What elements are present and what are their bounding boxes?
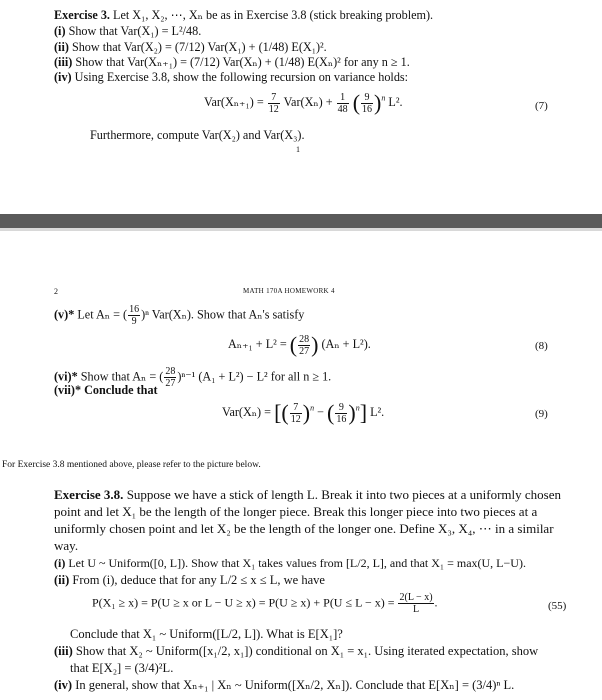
ex38-iii-text: Show that X₂ ~ Uniform([x₁/2, x₁]) conditional on X₁ = x₁. Using iterated expectation, show (75, 644, 539, 658)
eq9-tail: L². (370, 404, 385, 419)
ex3-item-iii (54, 55, 410, 69)
ex3-iv-text: Using Exercise 3.8, show the following recursion on variance holds: (74, 70, 409, 84)
v-text-a: Let Aₙ = (77, 307, 120, 322)
eq7-f3-den: 16 (362, 103, 373, 115)
eq55-number: (55) (548, 600, 567, 612)
eq9-lhs: Var(Xₙ) = (222, 404, 272, 419)
ex3-iii-text: Show that Var(Xₙ₊₁) = (7/12) Var(Xₙ) + (1/48) E(Xₙ)² for any n ≥ 1. (75, 55, 410, 69)
eq7-f1-den: 12 (268, 103, 279, 115)
vi-label: (vi)* (54, 369, 78, 384)
running-header: MATH 170A HOMEWORK 4 (243, 287, 335, 295)
ex38-item-iii (54, 644, 538, 658)
eq7-number: (7) (535, 100, 548, 112)
ex38-iii-label: (iii) (54, 644, 73, 658)
v-f-den: 9 (131, 316, 137, 327)
vi-f-num: 28 (165, 366, 176, 377)
eq7-f2-num: 1 (337, 92, 349, 104)
page-separator-shadow (0, 228, 602, 231)
ex38-i-label: (i) (54, 556, 66, 570)
eq8-number: (8) (535, 340, 548, 352)
eq7-mid: Var(Xₙ) + (283, 94, 333, 109)
ex3-ii-text: Show that Var(X₂) = (7/12) Var(X₁) + (1/48) E(X₁)². (71, 40, 327, 54)
eq9-frac-7-12 (290, 402, 302, 425)
eq7-frac-7-12 (268, 92, 280, 115)
eq9-exp-2: n (355, 403, 360, 413)
eq9-f1-den: 12 (290, 413, 301, 425)
page-number-1: 1 (296, 145, 300, 154)
eq7-frac-9-16 (361, 92, 373, 115)
vi-f-den: 27 (165, 378, 176, 389)
eq7-f2-den: 48 (337, 103, 348, 115)
ex38-ii-label: (ii) (54, 573, 70, 587)
eq7-f1-num: 7 (268, 92, 280, 104)
ex3-ii-label: (ii) (54, 40, 69, 54)
ex38-p3: uniformly chosen point and let X₂ be the length of the longer one. Define X₃, X₄, ⋯ in a similar (54, 521, 554, 536)
eq7-exp: n (381, 93, 386, 103)
page2-item-vi: (vi)* Show that Aₙ = ( $\frac{28}{27}$ )ⁿ⁻¹ (A₁ + L²) − L² for all n ≥ 1. (54, 366, 332, 389)
eq55-f-num: 2(L − x) (399, 592, 433, 603)
eq55-frac (398, 592, 433, 615)
eq7-frac-1-48 (337, 92, 349, 115)
ex38-p1-text: Suppose we have a stick of length L. Break it into two pieces at a uniformly chosen (126, 487, 561, 502)
eq8-frac-28-27 (298, 334, 310, 357)
eq7-tail: L². (388, 94, 403, 109)
v-frac-16-9 (128, 304, 140, 327)
vi-text-b: ⁿ⁻¹ (A₁ + L²) − L² for all n ≥ 1. (181, 369, 332, 384)
note-text: For Exercise 3.8 mentioned above, please refer to the picture below. (2, 460, 261, 470)
eq9-f1-num: 7 (290, 402, 302, 414)
equation-7: Var(Xₙ₊₁) = $\frac{7}{12}$ Var(Xₙ) + $\frac{1}{48}$ ( $\frac{9}{16}$ )$^n$ L². (204, 90, 403, 115)
ex3-further: Furthermore, compute Var(X₂) and Var(X₃). (90, 128, 305, 142)
ex38-p4: way. (54, 538, 79, 553)
v-label: (v)* (54, 307, 75, 322)
vii-label: (vii)* (54, 383, 82, 397)
page2-item-v: (v)* Let Aₙ = ( $\frac{16}{9}$ )ⁿ Var(Xₙ). Show that Aₙ's satisfy (54, 304, 305, 327)
ex3-item-ii (54, 40, 327, 54)
eq8-f-den: 27 (299, 345, 310, 357)
ex3-item-iv (54, 70, 408, 84)
ex38-conclude: Conclude that X₁ ~ Uniform([L/2, L]). What is E[X₁]? (70, 627, 343, 641)
eq7-f3-num: 9 (361, 92, 373, 104)
page-number-2: 2 (54, 287, 58, 296)
vi-text-a: Show that Aₙ = (80, 369, 157, 384)
equation-55: P(X₁ ≥ x) = P(U ≥ x or L − U ≥ x) = P(U ≥ x) + P(U ≤ L − x) = $\frac{2(L - x)}{L}$ . (92, 592, 438, 615)
ex3-i-text: Show that Var(X₁) = L²/48. (68, 24, 202, 38)
page-separator (0, 214, 602, 228)
ex3-title: Exercise 3. (54, 8, 110, 22)
eq9-f2-num: 9 (335, 402, 347, 414)
eq55-lhs: P(X₁ ≥ x) = P(U ≥ x or L − U ≥ x) = P(U ≥ x) + P(U ≤ L − x) = (92, 595, 395, 610)
eq8-rhs: (Aₙ + L²). (321, 336, 371, 351)
eq8-lhs: Aₙ₊₁ + L² = (228, 336, 287, 351)
ex38-p2: point and let X₁ be the length of the longer piece. Break this longer piece into two pieces at a (54, 504, 538, 519)
ex3-item-i (54, 24, 201, 38)
eq9-number: (9) (535, 408, 548, 420)
ex3-intro-line (54, 8, 433, 22)
equation-9: Var(Xₙ) = [( $\frac{7}{12}$ )$^n$ − ( $\frac{9}{16}$ )$^n$] L². (222, 400, 385, 425)
ex38-iv-text: In general, show that Xₙ₊₁ | Xₙ ~ Uniform([Xₙ/2, Xₙ]). Conclude that E[Xₙ] = (3/4)ⁿ L. (75, 678, 515, 692)
ex38-item-iv (54, 678, 514, 692)
eq9-frac-9-16 (335, 402, 347, 425)
eq8-f-num: 28 (299, 333, 310, 345)
eq9-exp-1: n (310, 403, 315, 413)
ex38-item-ii (54, 573, 325, 587)
ex3-i-label: (i) (54, 24, 66, 38)
eq55-f-den: L (412, 604, 420, 615)
vi-frac-28-27 (164, 366, 176, 389)
ex38-title: Exercise 3.8. (54, 487, 124, 502)
ex38-p1 (54, 488, 561, 502)
v-f-num: 16 (129, 304, 140, 315)
eq9-f2-den: 16 (336, 413, 347, 425)
ex38-iv-label: (iv) (54, 678, 73, 692)
ex38-i-text: Let U ~ Uniform([0, L]). Show that X₁ takes values from [L/2, L], and that X₁ = max(U, L−U). (68, 556, 526, 570)
ex3-intro: Let X₁, X₂, ⋯, Xₙ be as in Exercise 3.8 (stick breaking problem). (113, 8, 434, 22)
equation-8: Aₙ₊₁ + L² = ( $\frac{28}{27}$ ) (Aₙ + L²). (228, 332, 371, 357)
ex38-iii-cont: that E[X₂] = (3/4)²L. (70, 661, 174, 675)
ex38-item-i (54, 556, 526, 570)
page2-item-vii (54, 383, 158, 397)
vii-text: Conclude that (84, 383, 158, 397)
eq7-lhs: Var(Xₙ₊₁) = (204, 94, 264, 109)
ex38-ii-text: From (i), deduce that for any L/2 ≤ x ≤ L, we have (72, 573, 325, 587)
v-text-b: ⁿ Var(Xₙ). Show that Aₙ's satisfy (145, 307, 305, 322)
ex3-iv-label: (iv) (54, 70, 72, 84)
ex3-iii-label: (iii) (54, 55, 73, 69)
